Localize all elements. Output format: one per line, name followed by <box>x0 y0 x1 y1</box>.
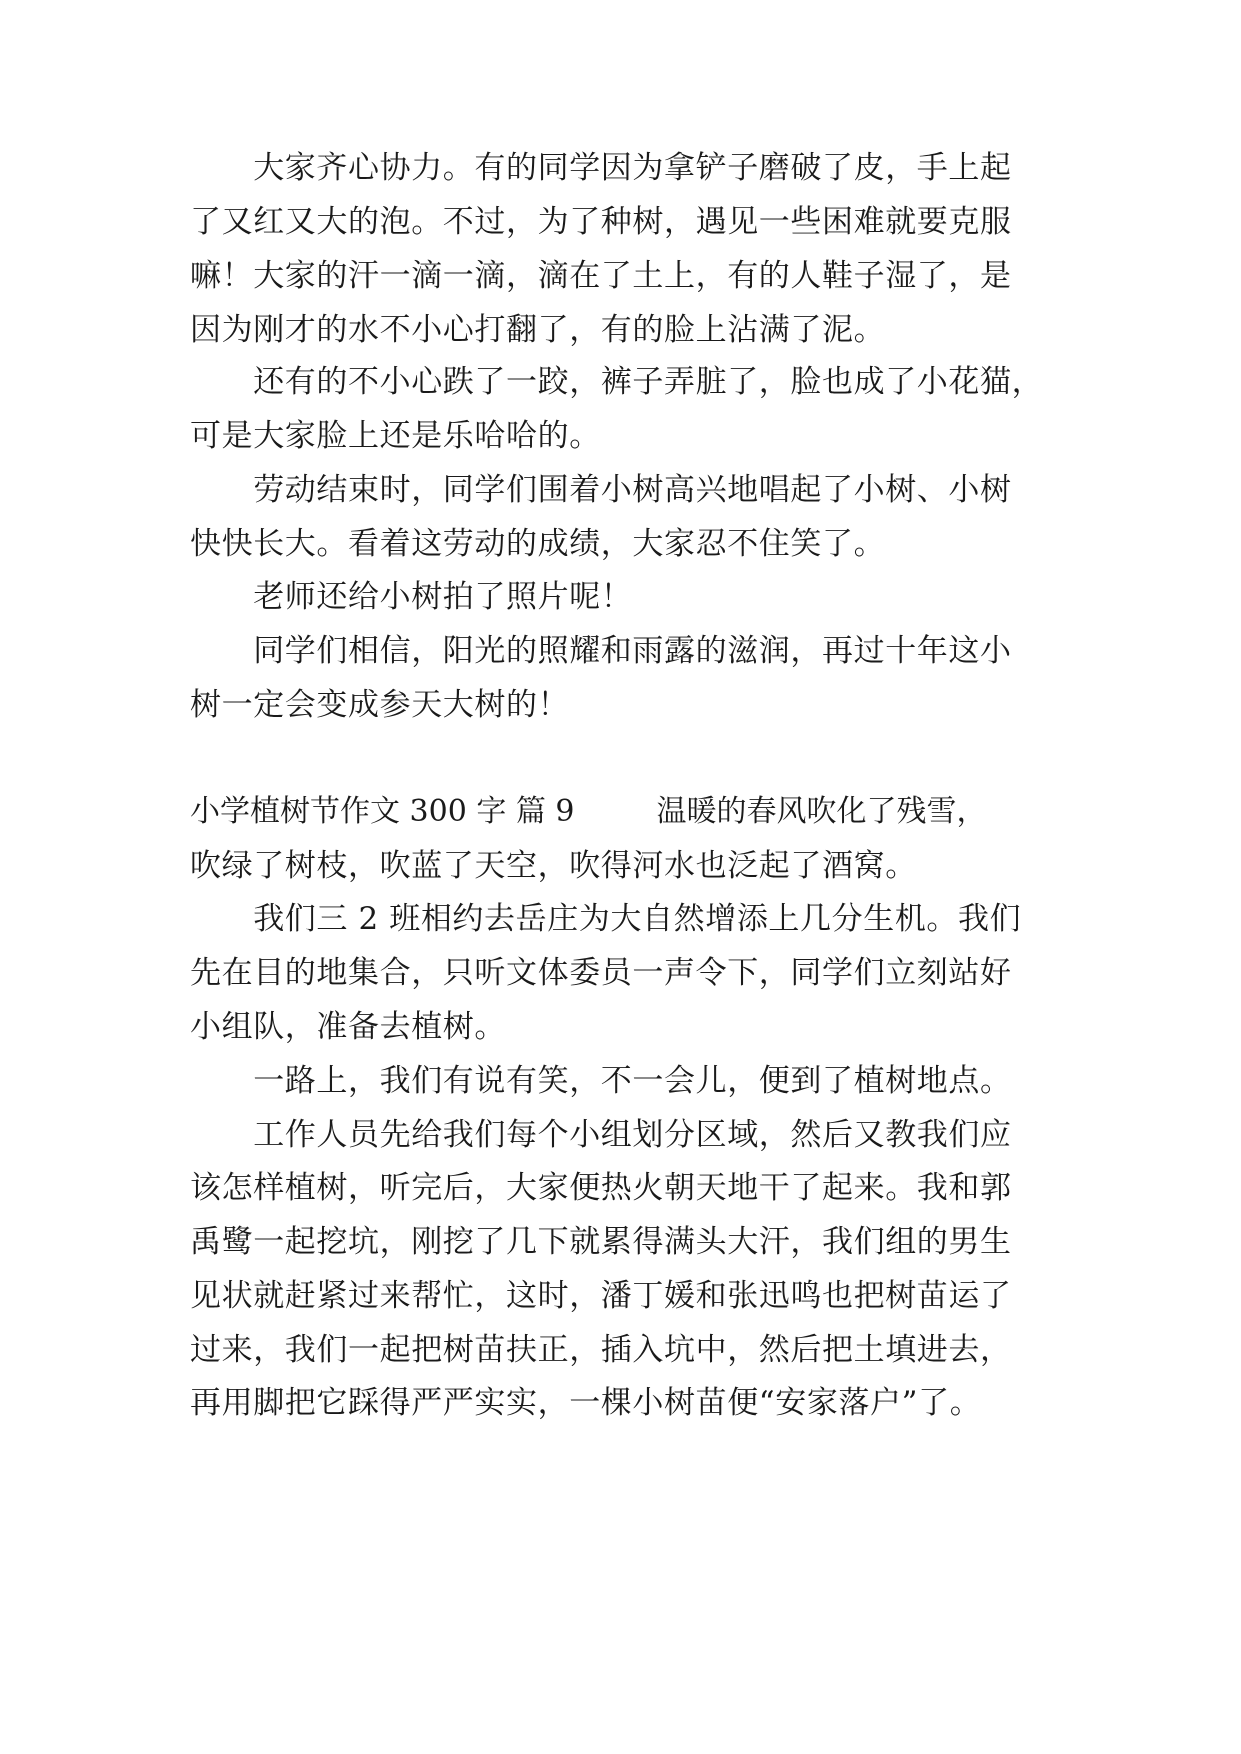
paragraph-line: 同学们相信，阳光的照耀和雨露的滋润，再过十年这小 <box>190 633 1012 669</box>
paragraph-line: 我们三 2 班相约去岳庄为大自然增添上几分生机。我们 <box>190 901 1022 937</box>
paragraph-line: 吹绿了树枝，吹蓝了天空，吹得河水也泛起了酒窝。 <box>190 848 917 884</box>
paragraph-line: 小组队，准备去植树。 <box>190 1009 506 1045</box>
paragraph-line: 劳动结束时，同学们围着小树高兴地唱起了小树、小树 <box>190 472 1012 508</box>
paragraph-line: 禹鹭一起挖坑，刚挖了几下就累得满头大汗，我们组的男生 <box>190 1224 1012 1260</box>
paragraph-line: 先在目的地集合，只听文体委员一声令下，同学们立刻站好 <box>190 955 1012 991</box>
paragraph-line: 工作人员先给我们每个小组划分区域，然后又教我们应 <box>190 1117 1012 1153</box>
paragraph-line: 嘛！大家的汗一滴一滴，滴在了土上，有的人鞋子湿了，是 <box>190 258 1012 294</box>
paragraph-line: 见状就赶紧过来帮忙，这时，潘丁媛和张迅鸣也把树苗运了 <box>190 1278 1012 1314</box>
paragraph-line: 快快长大。看着这劳动的成绩，大家忍不住笑了。 <box>190 526 886 562</box>
paragraph-line: 因为刚才的水不小心打翻了，有的脸上沾满了泥。 <box>190 312 886 348</box>
paragraph-line: 大家齐心协力。有的同学因为拿铲子磨破了皮，手上起 <box>190 150 1012 186</box>
paragraph-line: 老师还给小树拍了照片呢！ <box>190 579 633 615</box>
paragraph-line: 再用脚把它踩得严严实实，一棵小树苗便“安家落户”了。 <box>190 1385 982 1421</box>
paragraph-line: 该怎样植树，听完后，大家便热火朝天地干了起来。我和郭 <box>190 1170 1012 1206</box>
paragraph-line: 树一定会变成参天大树的！ <box>190 687 570 723</box>
section-heading-line <box>190 792 1080 832</box>
section-first-line: 温暖的春风吹化了残雪， <box>656 794 987 829</box>
paragraph-line: 过来，我们一起把树苗扶正，插入坑中，然后把土填进去， <box>190 1332 1012 1368</box>
section-title: 小学植树节作文 300 字 篇 9 <box>190 794 575 829</box>
paragraph-line: 可是大家脸上还是乐哈哈的。 <box>190 418 601 454</box>
paragraph-line: 一路上，我们有说有笑，不一会儿，便到了植树地点。 <box>190 1063 1012 1099</box>
paragraph-line: 还有的不小心跌了一跤，裤子弄脏了，脸也成了小花猫， <box>190 364 1044 400</box>
paragraph-line: 了又红又大的泡。不过，为了种树，遇见一些困难就要克服 <box>190 204 1012 240</box>
